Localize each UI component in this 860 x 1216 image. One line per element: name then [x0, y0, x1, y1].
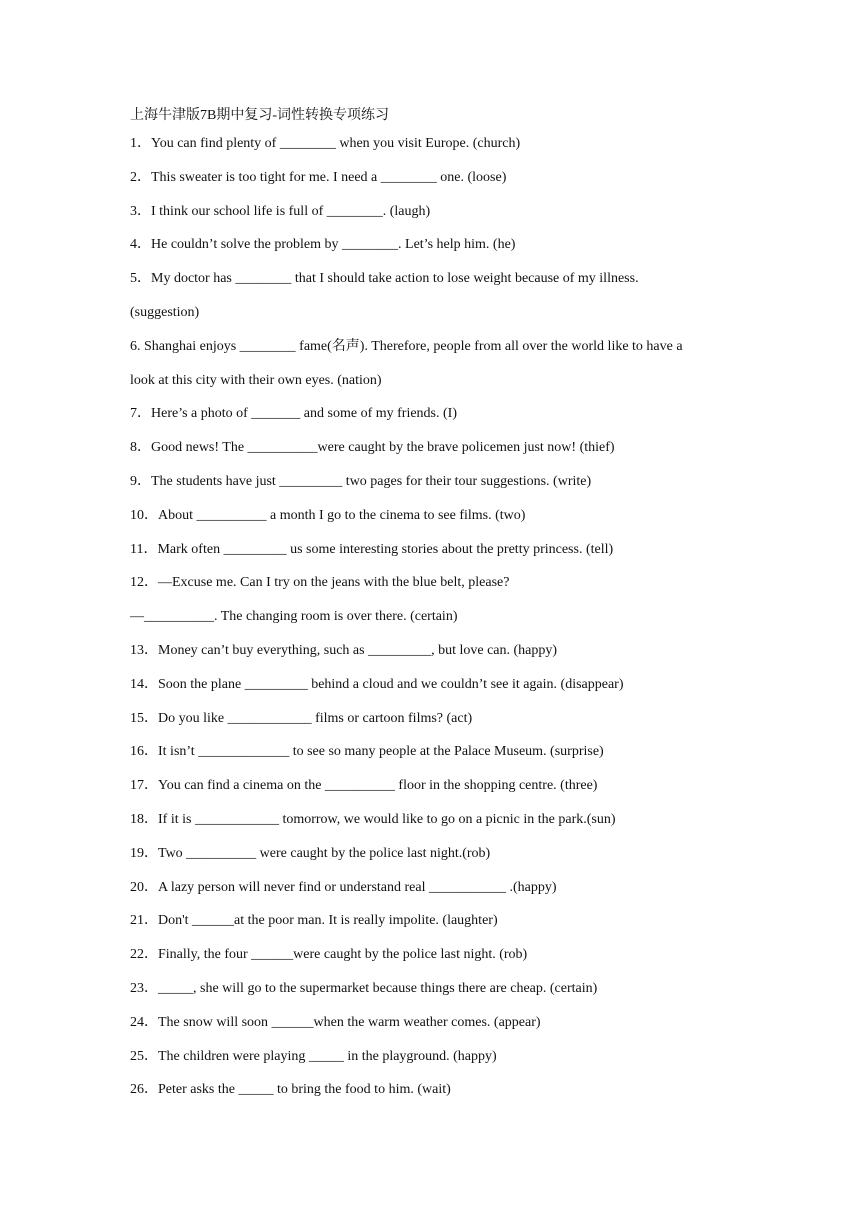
exercise-line: (suggestion)	[130, 304, 200, 320]
exercise-list	[130, 134, 740, 1114]
exercise-line: 3．I think our school life is full of ________. (laugh)	[130, 203, 431, 219]
exercise-line: 19．Two __________ were caught by the police last night.(rob)	[130, 845, 491, 861]
exercise-line: 25．The children were playing _____ in the playground. (happy)	[130, 1048, 497, 1064]
exercise-line: 2．This sweater is too tight for me. I need a ________ one. (loose)	[130, 169, 507, 185]
exercise-line: 21．Don't ______at the poor man. It is really impolite. (laughter)	[130, 913, 498, 929]
exercise-line: 7．Here’s a photo of _______ and some of my friends. (I)	[130, 406, 457, 422]
exercise-line: 4．He couldn’t solve the problem by ________. Let’s help him. (he)	[130, 237, 516, 253]
exercise-line: 26．Peter asks the _____ to bring the food to him. (wait)	[130, 1082, 451, 1098]
exercise-line: 11．Mark often _________ us some interesting stories about the pretty princess. (tell)	[130, 541, 614, 557]
exercise-line: 10．About __________ a month I go to the cinema to see films. (two)	[130, 507, 526, 523]
exercise-line: 15．Do you like ____________ films or cartoon films? (act)	[130, 710, 473, 726]
exercise-line: look at this city with their own eyes. (nation)	[130, 372, 382, 388]
exercise-line: 14．Soon the plane _________ behind a cloud and we couldn’t see it again. (disappear)	[130, 676, 624, 692]
exercise-line: 8．Good news! The __________were caught by the brave policemen just now! (thief)	[130, 440, 615, 456]
exercise-line: 24．The snow will soon ______when the warm weather comes. (appear)	[130, 1014, 541, 1030]
exercise-line: 12．—Excuse me. Can I try on the jeans with the blue belt, please?	[130, 575, 510, 591]
exercise-line: 17．You can find a cinema on the __________ floor in the shopping centre. (three)	[130, 778, 598, 794]
exercise-line: 9．The students have just _________ two pages for their tour suggestions. (write)	[130, 473, 592, 489]
exercise-line: 5．My doctor has ________ that I should take action to lose weight because of my illness.	[130, 271, 639, 287]
exercise-line: 20．A lazy person will never find or understand real ___________ .(happy)	[130, 879, 557, 895]
exercise-line: 1．You can find plenty of ________ when you visit Europe. (church)	[130, 136, 521, 151]
exercise-line: 23．_____, she will go to the supermarket because things there are cheap. (certain)	[130, 980, 598, 996]
exercise-line: 6. Shanghai enjoys ________ fame(名声). Therefore, people from all over the world like to have a	[130, 338, 683, 354]
exercise-line: 16．It isn’t _____________ to see so many people at the Palace Museum. (surprise)	[130, 744, 604, 760]
exercise-line: 18．If it is ____________ tomorrow, we would like to go on a picnic in the park.(sun)	[130, 811, 616, 827]
document-title: 上海牛津版7B期中复习-词性转换专项练习	[130, 108, 389, 123]
exercise-line: 13．Money can’t buy everything, such as _________, but love can. (happy)	[130, 642, 558, 658]
exercise-line: —__________. The changing room is over there. (certain)	[130, 609, 458, 625]
exercise-line: 22．Finally, the four ______were caught by the police last night. (rob)	[130, 947, 528, 963]
